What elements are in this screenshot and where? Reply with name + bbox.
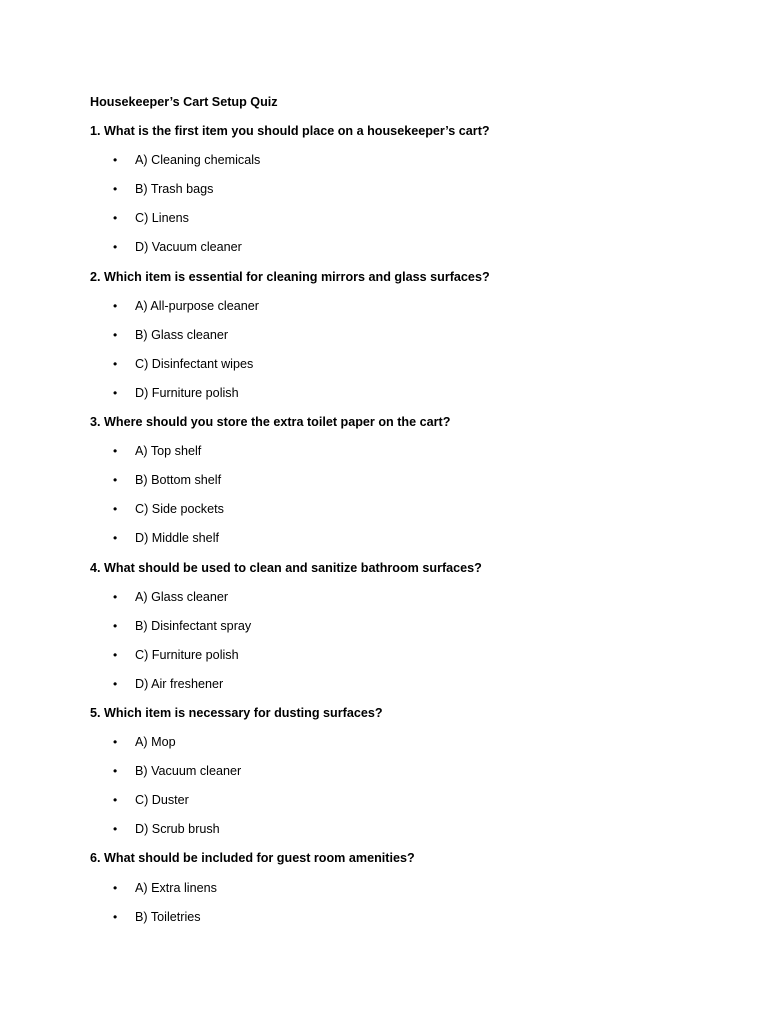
answer-option-label: C) Furniture polish — [135, 647, 239, 662]
bullet-icon: • — [113, 211, 118, 226]
quiz-title: Housekeeper’s Cart Setup Quiz — [90, 95, 278, 109]
question-block — [90, 559, 710, 704]
answer-option — [90, 151, 710, 180]
question-text: 1. What is the first item you should place on a housekeeper’s cart? — [90, 124, 490, 139]
answer-option-label: A) All-purpose cleaner — [135, 298, 259, 313]
answer-option — [90, 908, 710, 937]
answer-option — [90, 529, 710, 558]
answer-option-label: C) Side pockets — [135, 502, 224, 517]
answer-option — [90, 238, 710, 267]
question-block — [90, 122, 710, 267]
answer-option — [90, 646, 710, 675]
answer-option — [90, 209, 710, 238]
answer-option — [90, 297, 710, 326]
answer-option — [90, 384, 710, 413]
quiz-content — [90, 93, 710, 937]
answer-option-label: C) Linens — [135, 211, 189, 226]
bullet-icon: • — [113, 182, 118, 197]
question-list — [90, 122, 710, 937]
bullet-icon: • — [113, 502, 118, 517]
answer-option — [90, 791, 710, 820]
bullet-icon: • — [113, 240, 118, 255]
answer-option-label: B) Glass cleaner — [135, 327, 229, 342]
answer-option-label: A) Glass cleaner — [135, 589, 229, 604]
bullet-icon: • — [113, 822, 118, 837]
bullet-icon: • — [113, 473, 118, 488]
answer-option-label: B) Toiletries — [135, 909, 201, 924]
answer-option — [90, 733, 710, 762]
answer-option — [90, 442, 710, 471]
question-text: 6. What should be included for guest room amenities? — [90, 851, 415, 866]
bullet-icon: • — [113, 531, 118, 546]
question-block — [90, 849, 710, 936]
bullet-icon: • — [113, 676, 118, 691]
bullet-icon: • — [113, 647, 118, 662]
bullet-icon: • — [113, 385, 118, 400]
answer-option-label: D) Scrub brush — [135, 822, 220, 837]
bullet-icon: • — [113, 909, 118, 924]
answer-option-label: D) Air freshener — [135, 676, 224, 691]
answer-option-label: A) Cleaning chemicals — [135, 153, 261, 168]
answer-option-label: C) Disinfectant wipes — [135, 356, 254, 371]
answer-option-label: D) Furniture polish — [135, 385, 239, 400]
answer-option — [90, 617, 710, 646]
question-text: 3. Where should you store the extra toilet paper on the cart? — [90, 415, 451, 430]
answer-option-label: A) Extra linens — [135, 880, 217, 895]
question-text: 2. Which item is essential for cleaning mirrors and glass surfaces? — [90, 269, 490, 284]
answer-option-label: B) Trash bags — [135, 182, 214, 197]
answer-option — [90, 355, 710, 384]
answer-option — [90, 588, 710, 617]
answer-option-label: B) Bottom shelf — [135, 473, 222, 488]
bullet-icon: • — [113, 764, 118, 779]
answer-option-label: B) Vacuum cleaner — [135, 764, 242, 779]
answer-option — [90, 471, 710, 500]
answer-option — [90, 675, 710, 704]
bullet-icon: • — [113, 356, 118, 371]
question-block — [90, 704, 710, 849]
answer-option-label: A) Top shelf — [135, 444, 202, 459]
answer-option-label: C) Duster — [135, 793, 189, 808]
answer-option-label: B) Disinfectant spray — [135, 618, 252, 633]
answer-option-label: D) Middle shelf — [135, 531, 219, 546]
question-block — [90, 413, 710, 558]
answer-option — [90, 326, 710, 355]
question-block — [90, 268, 710, 413]
answer-option — [90, 879, 710, 908]
bullet-icon: • — [113, 298, 118, 313]
bullet-icon: • — [113, 153, 118, 168]
question-text: 4. What should be used to clean and sanitize bathroom surfaces? — [90, 560, 482, 575]
bullet-icon: • — [113, 589, 118, 604]
answer-option-label: A) Mop — [135, 735, 176, 750]
bullet-icon: • — [113, 735, 118, 750]
bullet-icon: • — [113, 880, 118, 895]
answer-option — [90, 180, 710, 209]
answer-option — [90, 762, 710, 791]
question-text: 5. Which item is necessary for dusting surfaces? — [90, 705, 383, 720]
answer-option — [90, 820, 710, 849]
bullet-icon: • — [113, 327, 118, 342]
bullet-icon: • — [113, 793, 118, 808]
answer-option — [90, 500, 710, 529]
bullet-icon: • — [113, 444, 118, 459]
answer-option-label: D) Vacuum cleaner — [135, 240, 242, 255]
bullet-icon: • — [113, 618, 118, 633]
